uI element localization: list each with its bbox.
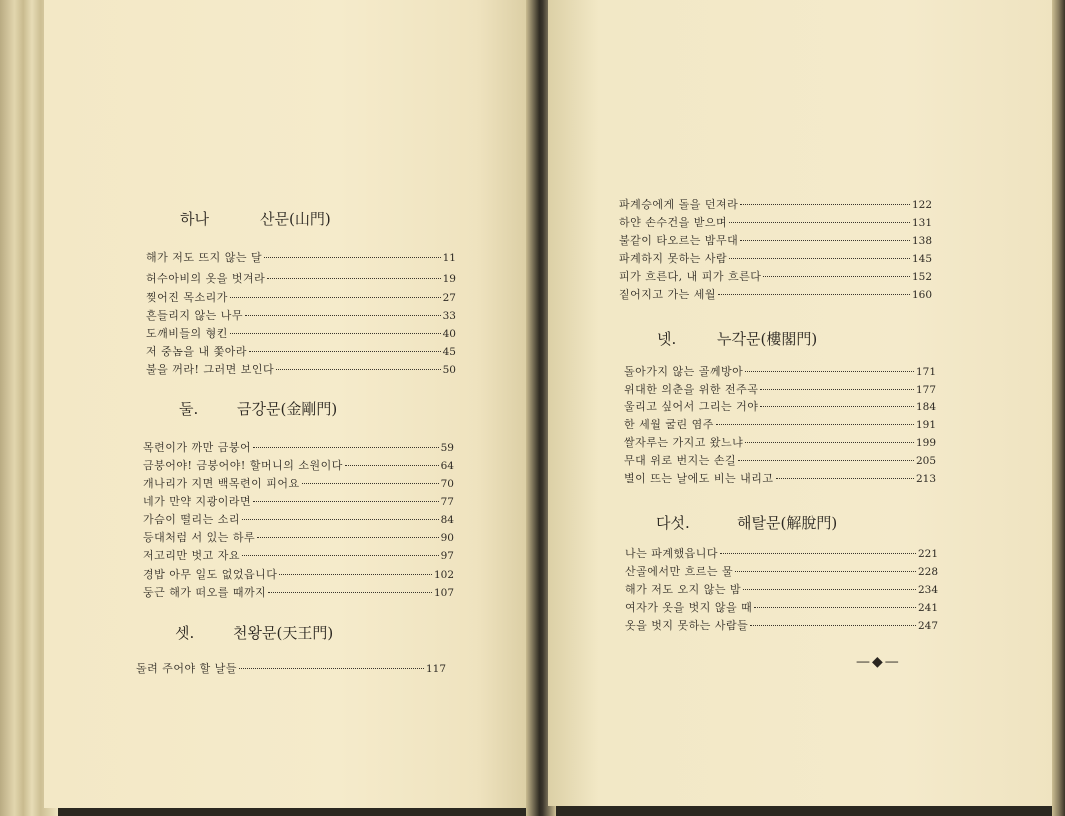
toc-entry bbox=[143, 566, 454, 584]
entry-title: 허수아비의 옷을 벗겨라 bbox=[146, 272, 266, 285]
section-number: 넷. bbox=[657, 330, 677, 348]
entry-page: 131 bbox=[911, 217, 932, 229]
leader-dots bbox=[740, 240, 910, 241]
entry-page: 177 bbox=[915, 384, 936, 396]
toc-entry bbox=[624, 381, 936, 399]
leader-dots bbox=[716, 424, 914, 425]
entry-title: 둥근 해가 떠오를 때까지 bbox=[143, 586, 267, 599]
section-number: 하나 bbox=[180, 210, 209, 228]
toc-entry bbox=[625, 545, 938, 563]
entry-page: 27 bbox=[442, 292, 456, 304]
entry-title: 가슴이 떨리는 소리 bbox=[143, 513, 241, 526]
leader-dots bbox=[264, 257, 441, 258]
toc-entry bbox=[619, 214, 932, 232]
entry-title: 흔들리지 않는 나무 bbox=[146, 309, 244, 322]
entry-page: 221 bbox=[917, 548, 938, 560]
entry-page: 138 bbox=[911, 235, 932, 247]
leader-dots bbox=[760, 389, 914, 390]
toc-entry bbox=[625, 599, 938, 617]
toc-entry bbox=[625, 563, 938, 581]
leader-dots bbox=[743, 589, 916, 590]
entry-title: 개나리가 지면 백목련이 피어요 bbox=[143, 477, 300, 490]
entry-title: 위대한 의춘을 위한 전주곡 bbox=[624, 383, 759, 396]
entry-page: 205 bbox=[915, 455, 936, 467]
entry-page: 122 bbox=[911, 199, 932, 211]
leader-dots bbox=[738, 460, 914, 461]
toc-entry bbox=[619, 286, 932, 304]
leader-dots bbox=[253, 447, 438, 448]
entry-title: 저고리만 벗고 자요 bbox=[143, 549, 241, 562]
leader-dots bbox=[239, 668, 424, 669]
toc-entry bbox=[624, 416, 936, 434]
toc-entry bbox=[146, 361, 456, 379]
section-title: 산문(山門) bbox=[260, 210, 331, 228]
section-title: 누각문(樓閣門) bbox=[717, 330, 818, 348]
entry-page: 247 bbox=[917, 620, 938, 632]
entry-page: 184 bbox=[915, 401, 936, 413]
entry-page: 64 bbox=[440, 460, 454, 472]
leader-dots bbox=[230, 297, 441, 298]
entry-page: 171 bbox=[915, 366, 936, 378]
section-number: 셋. bbox=[175, 624, 195, 642]
section-title: 천왕문(天王門) bbox=[233, 624, 334, 642]
entry-page: 50 bbox=[442, 364, 456, 376]
entry-title: 돌려 주어야 할 날들 bbox=[136, 662, 237, 675]
toc-entry bbox=[146, 289, 456, 307]
entry-page: 107 bbox=[433, 587, 454, 599]
leader-dots bbox=[718, 294, 910, 295]
leader-dots bbox=[729, 258, 910, 259]
entry-page: 213 bbox=[915, 473, 936, 485]
entry-title: 산골에서만 흐르는 물 bbox=[625, 565, 734, 578]
leader-dots bbox=[345, 465, 439, 466]
leader-dots bbox=[268, 592, 432, 593]
section-heading bbox=[657, 328, 818, 349]
entry-page: 90 bbox=[440, 532, 454, 544]
toc-entry bbox=[624, 363, 936, 381]
entry-title: 짙어지고 가는 세월 bbox=[619, 288, 717, 301]
entry-title: 불을 꺼라! 그러면 보인다 bbox=[146, 363, 275, 376]
toc-entry bbox=[619, 268, 932, 286]
entry-title: 해가 저도 뜨지 않는 달 bbox=[146, 251, 263, 264]
leader-dots bbox=[245, 315, 441, 316]
toc-entry bbox=[143, 493, 454, 511]
toc-entry bbox=[146, 343, 456, 361]
entry-title: 여자가 옷을 벗지 않을 때 bbox=[625, 601, 753, 614]
entry-page: 152 bbox=[911, 271, 932, 283]
entry-page: 70 bbox=[440, 478, 454, 490]
entry-title: 한 세월 굴린 염주 bbox=[624, 418, 714, 431]
page-marker: —◆— bbox=[856, 654, 901, 670]
leader-dots bbox=[763, 276, 910, 277]
toc-entry bbox=[624, 470, 936, 488]
leader-dots bbox=[279, 574, 432, 575]
leader-dots bbox=[267, 278, 440, 279]
leader-dots bbox=[242, 555, 439, 556]
leader-dots bbox=[253, 501, 438, 502]
toc-entry bbox=[143, 475, 454, 493]
section-heading bbox=[179, 398, 338, 419]
entry-page: 84 bbox=[440, 514, 454, 526]
toc-entry bbox=[619, 196, 932, 214]
entry-title: 별이 뜨는 날에도 비는 내리고 bbox=[624, 472, 774, 485]
entry-title: 파계승에게 돌을 던져라 bbox=[619, 198, 739, 211]
toc-entry bbox=[146, 325, 456, 343]
section-heading bbox=[180, 208, 331, 229]
entry-page: 145 bbox=[911, 253, 932, 265]
section-title: 해탈문(解脫門) bbox=[737, 514, 838, 532]
entry-page: 199 bbox=[915, 437, 936, 449]
entry-title: 피가 흐른다, 내 피가 흐른다 bbox=[619, 270, 762, 283]
entry-page: 40 bbox=[442, 328, 456, 340]
entry-title: 옷을 벗지 못하는 사람들 bbox=[625, 619, 749, 632]
entry-page: 191 bbox=[915, 419, 936, 431]
entry-title: 울리고 싶어서 그리는 거야 bbox=[624, 400, 759, 413]
toc-entry bbox=[143, 511, 454, 529]
entry-page: 102 bbox=[433, 569, 454, 581]
leader-dots bbox=[745, 442, 914, 443]
section-number: 다섯. bbox=[656, 514, 690, 532]
leader-dots bbox=[735, 571, 916, 572]
entry-page: 117 bbox=[425, 663, 446, 675]
entry-title: 도깨비들의 형킨 bbox=[146, 327, 228, 340]
page-edges-right bbox=[1052, 0, 1065, 816]
toc-entry bbox=[624, 452, 936, 470]
toc-entry bbox=[619, 250, 932, 268]
toc-entry bbox=[625, 617, 938, 635]
entry-title: 저 중놈을 내 쫓아라 bbox=[146, 345, 247, 358]
leader-dots bbox=[249, 351, 441, 352]
leader-dots bbox=[745, 371, 914, 372]
toc-entry bbox=[146, 307, 456, 325]
section-title: 금강문(金剛門) bbox=[237, 400, 338, 418]
leader-dots bbox=[242, 519, 439, 520]
entry-page: 19 bbox=[442, 273, 456, 285]
entry-title: 불같이 타오르는 밤무대 bbox=[619, 234, 739, 247]
entry-title: 하얀 손수건을 받으며 bbox=[619, 216, 728, 229]
entry-title: 경밥 아무 일도 없었읍니다 bbox=[143, 568, 278, 581]
toc-entry bbox=[146, 270, 456, 288]
entry-title: 파계하지 못하는 사람 bbox=[619, 252, 728, 265]
toc-entry bbox=[136, 660, 446, 678]
section-number: 둘. bbox=[179, 400, 199, 418]
toc-entry bbox=[143, 457, 454, 475]
entry-page: 77 bbox=[440, 496, 454, 508]
leader-dots bbox=[276, 369, 440, 370]
entry-title: 금붕어야! 금붕어야! 할머니의 소원이다 bbox=[143, 459, 343, 472]
toc-entry bbox=[146, 249, 456, 267]
toc-entry bbox=[625, 581, 938, 599]
entry-title: 네가 만약 지광이라면 bbox=[143, 495, 252, 508]
section-heading bbox=[175, 622, 334, 643]
entry-page: 11 bbox=[442, 252, 456, 264]
toc-entry bbox=[619, 232, 932, 250]
entry-page: 97 bbox=[440, 550, 454, 562]
entry-title: 무대 위로 번지는 손길 bbox=[624, 454, 737, 467]
leader-dots bbox=[720, 553, 916, 554]
leader-dots bbox=[760, 406, 914, 407]
entry-title: 해가 저도 오지 않는 밤 bbox=[625, 583, 742, 596]
entry-title: 돌아가지 않는 골께방아 bbox=[624, 365, 744, 378]
entry-title: 목련이가 까만 금붕어 bbox=[143, 441, 252, 454]
entry-title: 쌀자루는 가지고 왔느냐 bbox=[624, 436, 744, 449]
section-heading bbox=[656, 512, 838, 533]
toc-entry bbox=[143, 439, 454, 457]
leader-dots bbox=[257, 537, 439, 538]
leader-dots bbox=[740, 204, 910, 205]
leader-dots bbox=[302, 483, 439, 484]
entry-title: 등대처럼 서 있는 하루 bbox=[143, 531, 256, 544]
leader-dots bbox=[729, 222, 910, 223]
entry-page: 234 bbox=[917, 584, 938, 596]
leader-dots bbox=[776, 478, 914, 479]
toc-entry bbox=[143, 529, 454, 547]
entry-page: 241 bbox=[917, 602, 938, 614]
entry-page: 160 bbox=[911, 289, 932, 301]
leader-dots bbox=[230, 333, 441, 334]
toc-entry bbox=[143, 584, 454, 602]
leader-dots bbox=[754, 607, 916, 608]
entry-page: 59 bbox=[440, 442, 454, 454]
leader-dots bbox=[750, 625, 916, 626]
toc-entry bbox=[143, 547, 454, 565]
entry-page: 33 bbox=[442, 310, 456, 322]
toc-entry bbox=[624, 434, 936, 452]
entry-page: 45 bbox=[442, 346, 456, 358]
toc-entry bbox=[624, 398, 936, 416]
entry-title: 찢어진 목소리가 bbox=[146, 291, 228, 304]
entry-title: 나는 파계했읍니다 bbox=[625, 547, 719, 560]
entry-page: 228 bbox=[917, 566, 938, 578]
